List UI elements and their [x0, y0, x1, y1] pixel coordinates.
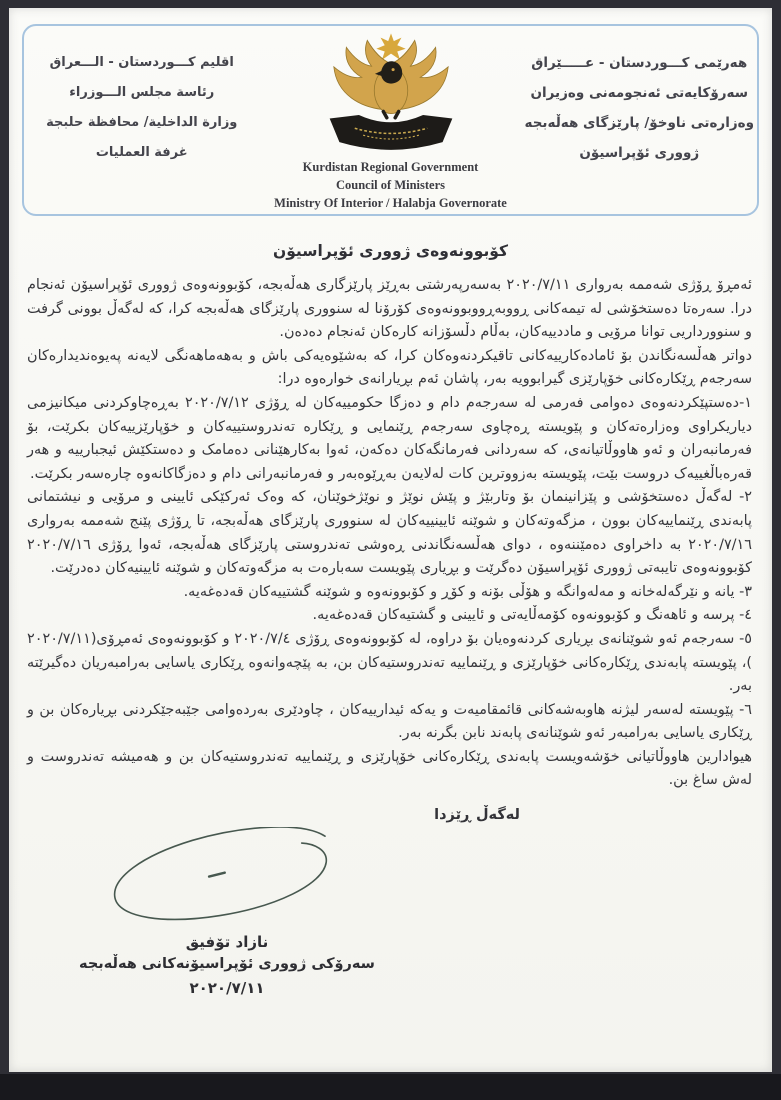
english-line: Kurdistan Regional Government [302, 160, 479, 174]
krg-eagle-emblem-icon [303, 32, 479, 154]
decision-item-1: ١-دەستپێکردنەوەی دەوامی فەرمی لە سەرجەم دام و دەزگا حکومییەکان لە ڕۆژی ٢٠٢٠/٧/١٢ بەڕەچاوکردنی میکانیزمی دیاریکراوی وەزارەتەکان و پێویستە ڕەچاوی سەرجەم ڕێنمایی و ڕێکارە تەندروستییەکان و خۆپارێزییەکان بکرێت، بۆ فەرمانبەران و ئەو هاووڵاتیانەی، کە سەردانی فەرمانگەکان دەکەن، ئەوا بەکارهێنانی دەمامک و دەستکێش ئیجبارییە و هەر قەرەباڵغییەک دروست بێت، پێویستە بەزووترین کات لەلایەن بەڕێوەبەر و فەرمانبەرانی دام و دەزگاکانەوە چارەسەر بکرێت. [27, 394, 752, 482]
english-line: Ministry Of Interior / Halabja Governorate [274, 196, 507, 210]
arabic-line: غرفة العمليات [95, 145, 188, 160]
letterhead-box [22, 24, 759, 216]
closing-paragraph: هیوادارین هاووڵاتیانی خۆشەویست پابەندی ڕێکارەکانی خۆپارێزی و ڕێنماییە تەندروستیەکان بن و هەمیشە تەندروست و لەش ساغ بن. [27, 748, 752, 789]
regards-label: لەگەڵ ڕێزدا [434, 807, 520, 824]
handwritten-signature [97, 827, 347, 923]
document-body [27, 274, 752, 793]
decision-item-2: ٢- لەگەڵ دەستخۆشی و پێزانینمان بۆ وتاربێژ و پێش نوێژ و نوێژخوێنان، کە وەک ئەرکێکی ئایینی و مرۆیی و نیشتمانی پابەندی ڕێنماییەکان بوون ، مزگەوتەکان و شوێنە ئایینییەکان لە سنووری پارێزگای هەڵەبجە، تا ڕۆژی پێنج شەممە بەرواری ٢٠٢٠/٧/١٦ بە داخراوی دەمێننەوە ، دوای هەڵسەنگاندنی ڕەوشی تەندروستی پارێزگای هەڵەبجە، ئەوا ڕۆژی ٢٠٢٠/٧/١٦ کۆبوونەوەی تایبەتی ژووری ئۆپراسیۆن دەگرێت و بڕیاری پێویست سەبارەت بە مزگەوتەکان و شوێنە ئایینیەکان دەدرێت. [27, 489, 752, 577]
english-line: Council of Ministers [335, 178, 446, 192]
signatory-block [57, 931, 397, 1000]
letterhead-english-block [274, 158, 507, 212]
second-paragraph: دواتر هەڵسەنگاندن بۆ ئامادەکارییەکانی تاقیکردنەوەکان کرا، کە بەشێوەیەکی باش و بەهەماهەنگی لایەنە پەیوەندیدارەکان سەرجەم ڕێکارەکانی خۆپارێزی گیرابوویە بەر، پاشان ئەم بڕیارانەی خوارەوە درا: [27, 347, 752, 388]
kurdish-line: ژووری ئۆپراسیۆن [579, 145, 700, 161]
letterhead-kurdish-block [522, 26, 758, 214]
decision-item-3: ٣- یانە و نێرگەلەخانە و مەلەوانگە و هۆڵی بۆنە و کۆڕ و کۆبوونەوە و شوێنە گشتییەکان قەدەغەیە. [183, 583, 752, 600]
kurdish-line: وەزارەتی ناوخۆ/ پارێزگای هەڵەبجە [524, 115, 754, 131]
decision-item-5: ٥- سەرجەم ئەو شوێنانەی بڕیاری کردنەوەیان بۆ دراوە، لە کۆبوونەوەی ڕۆژی ٢٠٢٠/٧/٤ و کۆبوونەوەی ئەمڕۆی(٢٠٢٠/٧/١١ )، پێویستە پابەندی ڕێکارەکانی خۆپارێزی و ڕێنماییە تەندروستیەکان بن، بە پێچەوانەوە ڕێکاری یاسایی بەرامبەریان دەگیرێتە بەر. [27, 630, 753, 695]
kurdish-line: هەرێمی کـــوردستان - عـــــێراق [531, 55, 748, 71]
arabic-line: اقليم كـــوردستان - الـــعراق [49, 55, 234, 70]
letterhead-center [260, 26, 522, 214]
document-page [9, 8, 772, 1072]
banner-ribbon [329, 115, 452, 150]
document-title: کۆبوونەوەی ژووری ئۆپراسیۆن [272, 242, 509, 260]
decision-item-4: ٤- پرسە و ئاهەنگ و کۆبوونەوە کۆمەڵایەتی و ئایینی و گشتیەکان قەدەغەیە. [312, 607, 752, 624]
signatory-name: نازاد تۆفیق [185, 933, 269, 952]
kurdish-line: سەرۆکایەتی ئەنجومەنی وەزیران [530, 85, 748, 101]
arabic-line: وزارة الداخلية/ محافظة حلبجة [46, 115, 238, 130]
arabic-line: رئاسة مجلس الـــوزراء [69, 85, 215, 100]
signature-date: ٢٠٢٠/٧/١١ [189, 979, 265, 998]
sun-icon [376, 33, 405, 59]
letterhead-arabic-block [24, 26, 260, 214]
opening-paragraph: ئەمڕۆ ڕۆژی شەممە بەرواری ٢٠٢٠/٧/١١ بەسەرپەرشتی بەڕێز پارێزگاری هەڵەبجە، کۆبوونەوەی ژووری ئۆپراسیۆن ئەنجام درا. سەرەتا دەستخۆشی لە تیمەکانی ڕووبەڕووبوونەوەی کۆرۆنا لە سنووری پارێزگای هەڵەبجە کرا، کە لەگەڵ بوونی گرفت و سنوورداریی توانا مرۆیی و ماددییەکان، بەڵام دڵسۆزانە کارەکان ئەنجام دەدەن. [27, 277, 752, 341]
signature-area [9, 801, 772, 1031]
decision-item-6: ٦- پێویستە لەسەر لیژنە هاوبەشەکانی قائمقامیەت و یەکە ئیدارییەکان ، چاودێری بەردەوامی جێبەجێکردنی بڕیارەکان بن و ڕێکاری یاسایی بەرامبەر ئەو شوێنانەی پابەند نابن بگرنە بەر. [27, 701, 752, 742]
signatory-title: سەرۆکی ژووری ئۆپراسیۆنەکانی هەڵەبجە [79, 956, 375, 973]
